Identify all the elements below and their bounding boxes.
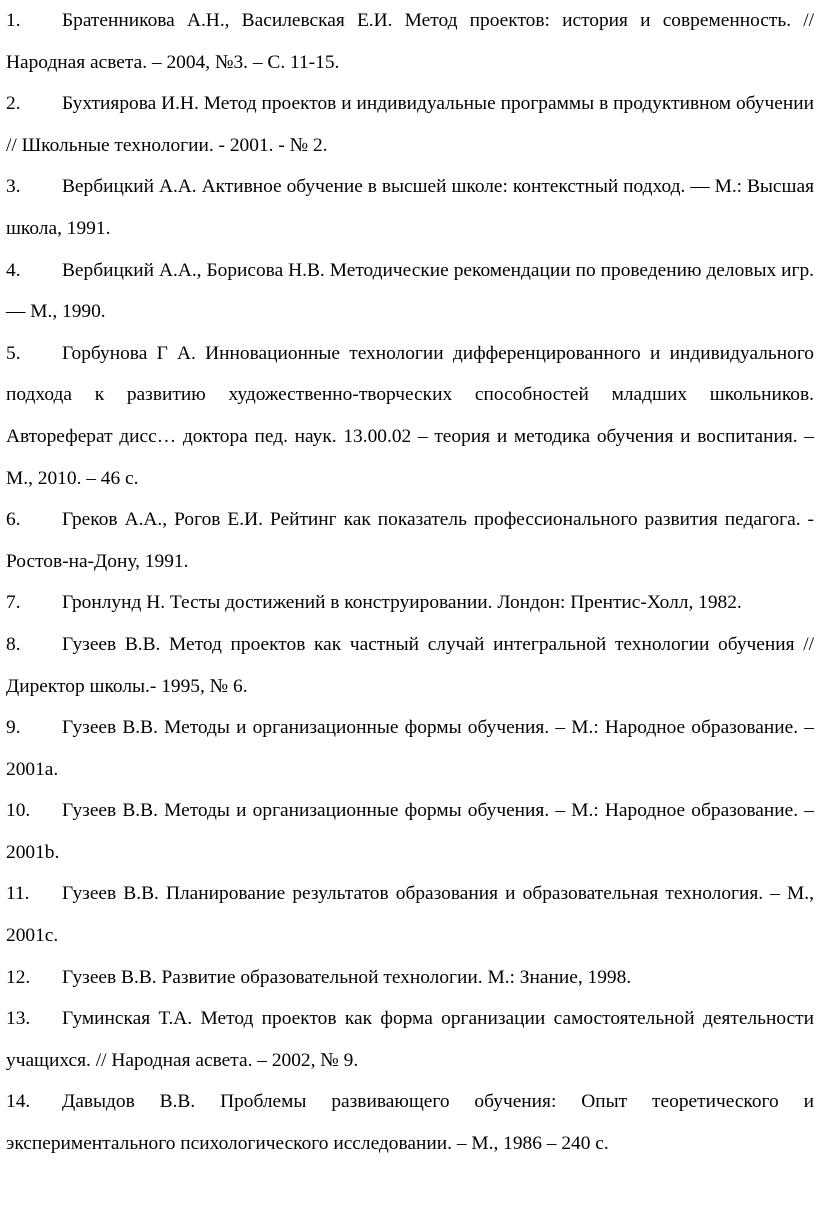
reference-item bbox=[6, 957, 814, 999]
reference-item bbox=[6, 250, 814, 333]
reference-number: 9. bbox=[6, 717, 21, 739]
reference-item bbox=[6, 998, 814, 1081]
reference-item bbox=[6, 582, 814, 624]
reference-number: 12. bbox=[6, 966, 31, 988]
reference-text: Вербицкий А.А., Борисова Н.В. Методические рекомендации по проведению деловых игр.— М., 1990. bbox=[6, 259, 814, 323]
reference-item bbox=[6, 499, 814, 582]
reference-number: 5. bbox=[6, 342, 21, 364]
reference-item bbox=[6, 0, 814, 83]
reference-text: Гронлунд Н. Тесты достижений в конструировании. Лондон: Прентис-Холл, 1982. bbox=[62, 592, 742, 614]
reference-item bbox=[6, 873, 814, 956]
reference-item bbox=[6, 624, 814, 707]
reference-text: Гуминская Т.А. Метод проектов как форма организации самостоятельной деятельности учащихся. // Народная асвета. – 2002, № 9. bbox=[6, 1008, 814, 1071]
reference-list bbox=[6, 0, 814, 1165]
reference-number: 2. bbox=[6, 93, 21, 115]
reference-text: Братенникова А.Н., Василевская Е.И. Метод проектов: история и современность. // Народная асвета. – 2004, №3. – С. 11-15. bbox=[6, 10, 814, 73]
reference-number: 6. bbox=[6, 509, 21, 531]
reference-text: Вербицкий А.А. Активное обучение в высшей школе: контекстный подход. — М.: Высшая школа, 1991. bbox=[6, 176, 814, 239]
reference-item bbox=[6, 1081, 814, 1164]
reference-text: Горбунова Г А. Инновационные технологии дифференцированного и индивидуального подхода к развитию художественно-творческих способностей младших школьников. Автореферат дисс… доктора пед. наук. 13.00.02 – теория и методика обучения и воспитания. – М., 2010. – 46 с. bbox=[6, 342, 814, 489]
reference-item bbox=[6, 83, 814, 166]
reference-item bbox=[6, 707, 814, 790]
reference-item bbox=[6, 166, 814, 249]
reference-number: 1. bbox=[6, 10, 21, 31]
reference-text: Гузеев В.В. Методы и организационные формы обучения. – М.: Народное образование. – 2001b. bbox=[6, 800, 814, 863]
reference-text: Гузеев В.В. Развитие образовательной технологии. М.: Знание, 1998. bbox=[62, 966, 632, 988]
reference-number: 10. bbox=[6, 800, 31, 822]
reference-number: 3. bbox=[6, 176, 21, 198]
reference-text: Бухтиярова И.Н. Метод проектов и индивидуальные программы в продуктивном обучении // Школьные технологии. - 2001. - № 2. bbox=[6, 93, 814, 156]
reference-number: 4. bbox=[6, 259, 21, 281]
reference-text: Давыдов В.В. Проблемы развивающего обучения: Опыт теоретического и экспериментального психологического исследовании. – М., 1986 – 240 с. bbox=[6, 1091, 814, 1155]
reference-number: 13. bbox=[6, 1008, 31, 1030]
reference-text: Гузеев В.В. Метод проектов как частный случай интегральной технологии обучения // Директор школы.- 1995, № 6. bbox=[6, 633, 814, 697]
reference-number: 8. bbox=[6, 633, 21, 655]
reference-number: 11. bbox=[6, 883, 30, 905]
reference-item bbox=[6, 333, 814, 499]
reference-number: 7. bbox=[6, 592, 21, 614]
reference-item bbox=[6, 790, 814, 873]
reference-number: 14. bbox=[6, 1091, 31, 1113]
reference-text: Греков А.А., Рогов Е.И. Рейтинг как показатель профессионального развития педагога. - Ростов-на-Дону, 1991. bbox=[6, 509, 814, 572]
reference-text: Гузеев В.В. Планирование результатов образования и образовательная технология. – М., 2001c. bbox=[6, 883, 814, 947]
reference-text: Гузеев В.В. Методы и организационные формы обучения. – М.: Народное образование. – 2001a. bbox=[6, 717, 814, 780]
